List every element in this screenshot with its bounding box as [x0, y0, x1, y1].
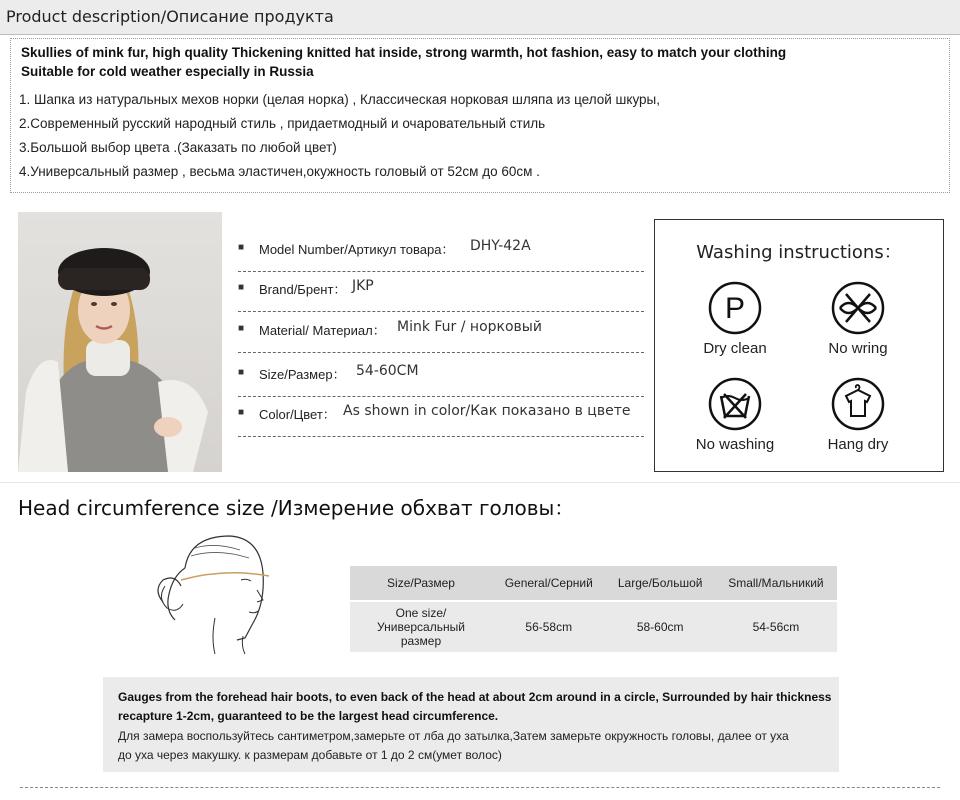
dashed-divider	[238, 352, 644, 353]
intro-ru-line: 1. Шапка из натуральных мехов норки (целая норка) , Классическая норковая шляпа из целой шкуры,	[19, 92, 660, 107]
wash-item-no-washing	[675, 376, 795, 453]
washing-instructions-box	[654, 219, 944, 472]
bullet-icon: ■	[238, 323, 245, 334]
dashed-divider	[238, 436, 644, 437]
size-table-header-cell: Size/Размер	[350, 566, 492, 601]
wash-label: No washing	[695, 436, 775, 453]
measure-note	[103, 677, 839, 772]
bottom-divider	[20, 787, 940, 788]
spec-value: Mink Fur / норковый	[397, 319, 542, 335]
spec-value: JKP	[352, 278, 374, 294]
no-wring-icon	[830, 280, 886, 336]
bullet-icon: ■	[238, 367, 245, 378]
size-table-cell: 58-60cm	[605, 601, 714, 652]
intro-en-line: Skullies of mink fur, high quality Thickening knitted hat inside, strong warmth, hot fashion, easy to match your clothing	[21, 45, 787, 60]
note-en-line: recapture 1-2cm, guaranteed to be the largest head circumference.	[118, 709, 499, 723]
size-table-header	[350, 566, 837, 601]
header-bar	[0, 0, 960, 35]
spec-row-color	[238, 397, 644, 437]
intro-ru-line: 2.Современный русский народный стиль , придаетмодный и очаровательный стиль	[19, 116, 546, 131]
size-table-cell: 56-58cm	[492, 601, 605, 652]
size-table-cell: 54-56cm	[715, 601, 837, 652]
table-row	[350, 601, 837, 652]
intro-ru-line: 3.Большой выбор цвета .(Заказать по любой цвет)	[19, 140, 337, 155]
dashed-divider	[238, 311, 644, 312]
wash-item-no-wring	[798, 280, 918, 357]
spec-row-model	[238, 232, 644, 272]
wash-label: Hang dry	[827, 436, 889, 453]
spec-value: DHY-42A	[470, 238, 531, 254]
intro-en-line: Suitable for cold weather especially in Russia	[21, 64, 314, 79]
head-sketch	[145, 528, 285, 658]
head-measure-illustration	[145, 528, 285, 658]
wash-label: No wring	[828, 340, 888, 357]
spec-row-material	[238, 313, 644, 353]
product-photo	[18, 212, 222, 472]
bullet-icon: ■	[238, 407, 245, 418]
measure-title: Head circumference size /Измерение обхват головы：	[18, 496, 575, 520]
spec-label: Material/ Материал：	[259, 323, 386, 338]
washing-title: Washing instructions：	[696, 242, 902, 263]
size-table-header-cell: General/Серний	[492, 566, 605, 601]
page-title: Product description/Описание продукта	[6, 7, 334, 26]
wash-label: Dry clean	[703, 340, 767, 357]
size-table	[350, 566, 837, 652]
size-table-header-cell: Large/Большой	[605, 566, 714, 601]
bullet-icon: ■	[238, 282, 245, 293]
model-illustration	[18, 212, 222, 472]
svg-text:P: P	[724, 292, 746, 325]
note-ru-line: Для замера воспользуйтесь сантиметром,замерьте от лба до затылка,Затем замерьте окружность головы, далее от уха	[118, 729, 789, 743]
spec-label: Color/Цвет：	[259, 407, 336, 422]
spec-row-brand	[238, 272, 644, 312]
spec-value: As shown in color/Как показано в цвете	[343, 403, 631, 419]
size-table-cell: One size/ Универсальный размер	[350, 601, 492, 652]
wash-item-hang-dry	[798, 376, 918, 453]
size-table-header-cell: Small/Мальникий	[715, 566, 837, 601]
no-washing-icon	[707, 376, 763, 432]
intro-ru-line: 4.Универсальный размер , весьма эластичен,окужность головый от 52см до 60см .	[19, 164, 540, 179]
hang-dry-icon	[830, 376, 886, 432]
dry-clean-icon	[707, 280, 763, 336]
spec-label: Size/Размер：	[259, 367, 346, 382]
intro-block	[10, 38, 950, 193]
spec-row-size	[238, 357, 644, 397]
wash-item-dry-clean	[675, 280, 795, 357]
spec-label: Model Number/Артикул товара：	[259, 242, 455, 257]
spec-value: 54-60CM	[356, 363, 419, 379]
bullet-icon: ■	[238, 242, 245, 253]
section-divider	[0, 482, 960, 483]
note-en-line: Gauges from the forehead hair boots, to even back of the head at about 2cm around in a circle, Surrounded by hair thickness	[118, 690, 832, 704]
spec-label: Brand/Брент：	[259, 282, 347, 297]
note-ru-line: до уха через макушку. к размерам добавьте от 1 до 2 см(умет волос)	[118, 748, 502, 762]
